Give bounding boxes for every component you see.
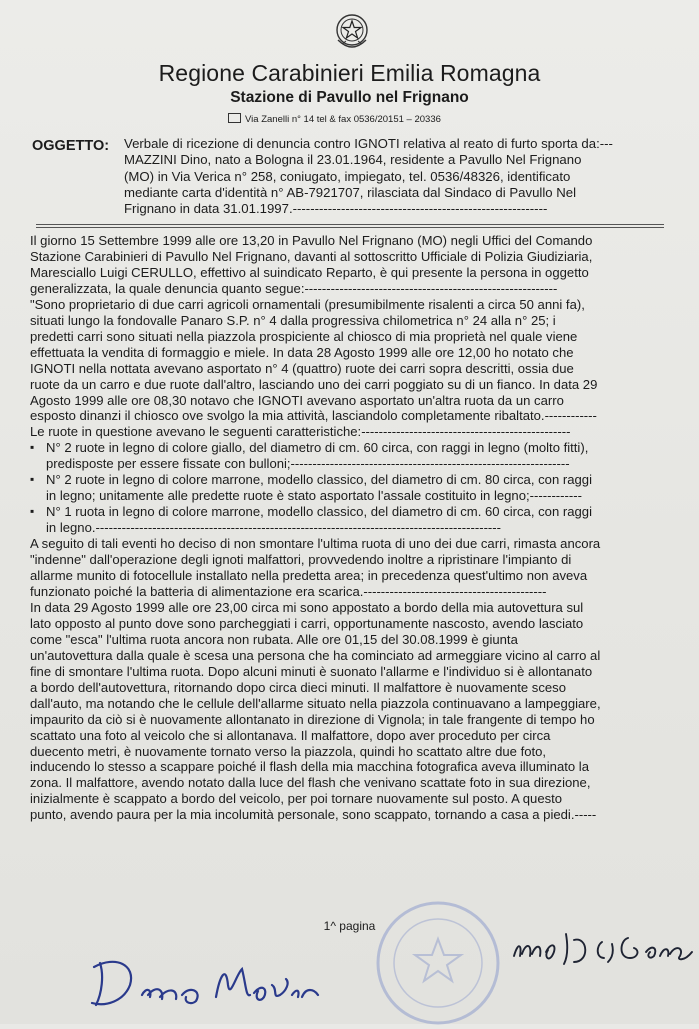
body-line: a bordo dell'autovettura, ritornando dopo circa dieci minuti. Il malfattore è nuovamente sceso <box>30 679 567 695</box>
signature-right <box>508 922 698 972</box>
subject-text <box>124 136 664 217</box>
bullet-item-continuation: in legno; unitamente alle predette ruote è stato asportato l'assale costituito in legno;------------ <box>46 488 582 504</box>
body-line: effettuata la vendita di formaggio e miele. In data 28 Agosto 1999 alle ore 12,00 ho notato che <box>30 344 574 360</box>
body-line: duecento metri, è nuovamente tornato verso la piazzola, quindi ho scattato altre due foto, <box>30 743 547 759</box>
header-title: Regione Carabinieri Emilia Romagna <box>158 60 541 86</box>
body-line: "Sono proprietario di due carri agricoli ornamentali (presumibilmente risalenti a circa 50 anni fa), <box>30 296 585 312</box>
body-line: punto, avendo paura per la mia incolumità personale, sono scappato, tornando a casa a piedi.----- <box>30 807 597 823</box>
body-line: funzionato poiché la batteria di alimentazione era scarica.------------------------------------------ <box>30 583 547 599</box>
header-station: Stazione di Pavullo nel Frignano <box>230 89 469 106</box>
body-line: Agosto 1999 alle ore 08,30 notavo che IGNOTI avevano asportato un'altra ruota da un carro <box>30 392 564 408</box>
body-line: un'autovettura dalla quale è scesa una persona che ha cominciato ad armeggiare vicino al carro al <box>30 647 601 663</box>
body-line: predetti carri sono situati nella piazzola prospiciente al chiosco di mia proprietà nel quale viene <box>30 328 578 344</box>
body-line: Maresciallo Luigi CERULLO, effettivo al suindicato Reparto, è qui presente la persona in oggetto <box>30 264 589 280</box>
header-contact-text: Via Zanelli n° 14 tel & fax 0536/20151 – 20336 <box>245 114 441 125</box>
bullet-item: ▪ N° 1 ruota in legno di colore marrone, modello classico, del diametro di cm. 60 circa, con raggi <box>30 504 670 520</box>
body-line: zona. Il malfattore, avendo notato dalla luce del flash che venivano scattate foto in sua direzione, <box>30 775 591 791</box>
bullet-item: ▪ N° 2 ruote in legno di colore marrone, modello classico, del diametro di cm. 80 circa, con raggi <box>30 472 670 488</box>
body-line: lato opposto al punto dove sono parcheggiati i carri, opportunamente nascosto, avendo lasciato <box>30 615 584 631</box>
body-line: inizialmente è scappato a bordo del veicolo, per poi tornare nuovamente sul posto. A questo <box>30 791 563 807</box>
bullet-item: ▪ N° 2 ruote in legno di colore giallo, del diametro di cm. 60 circa, con raggi in legno (molto fitti), <box>30 440 670 456</box>
subject-line: (MO) in Via Verica n° 258, coniugato, impiegato, tel. 0536/48326, identificato <box>124 168 571 184</box>
body-line: Stazione Carabinieri di Pavullo Nel Frignano, davanti al sottoscritto Ufficiale di Polizia Giudiziaria, <box>30 248 593 264</box>
body-line: ruote da un carro e due ruote dall'altro, lasciando uno dei carri poggiato su di un fianco. In data 29 <box>30 376 598 392</box>
subject-label: OGGETTO: <box>32 138 110 154</box>
official-stamp <box>372 897 504 1029</box>
subject-line: MAZZINI Dino, nato a Bologna il 23.01.1964, residente a Pavullo Nel Frignano <box>124 152 582 168</box>
body-line: IGNOTI nella nottata avevano asportato n° 4 (quattro) ruote dei carri sopra descritti, ossia due <box>30 360 574 376</box>
body-line: inducendo lo stesso a scappare poiché il flash della mia macchina fotografica aveva illuminato la <box>30 759 589 775</box>
envelope-icon <box>228 113 241 123</box>
body-line: scattato una foto al veicolo che si allontanava. Il malfattore, dopo aver proceduto per circa <box>30 727 551 743</box>
subject-line: mediante carta d'identità n° AB-7921707, rilasciata dal Sindaco di Pavullo Nel <box>124 184 577 200</box>
body-line: In data 29 Agosto 1999 alle ore 23,00 circa mi sono appostato a bordo della mia autovettura sul <box>30 599 584 615</box>
body-line: Il giorno 15 Settembre 1999 alle ore 13,20 in Pavullo Nel Frignano (MO) negli Uffici del Comando <box>30 233 593 248</box>
subject-line: Verbale di ricezione di denuncia contro IGNOTI relativa al reato di furto sporta da:--- <box>124 136 613 151</box>
body-line: generalizzata, la quale denuncia quanto segue:---------------------------------------------------------- <box>30 280 558 296</box>
page-number: 1^ pagina <box>323 919 376 933</box>
body-line: come "esca" l'ultima ruota ancora non rubata. Alle ore 01,15 del 30.08.1999 è giunta <box>30 631 518 647</box>
body-line: esposto dinanzi il chiosco ove svolgo la mia attività, lasciandolo completamente ribaltato.------------ <box>30 408 597 424</box>
declaration-body <box>30 233 670 823</box>
body-line: "indenne" dall'operazione degli ignoti malfattori, provvedendo inoltre a ripristinare l'impianto di <box>30 552 572 568</box>
body-line: A seguito di tali eventi ho deciso di non smontare l'ultima ruota di uno dei due carri, rimasta ancora <box>30 536 601 552</box>
signature-left <box>86 945 326 1015</box>
separator-line <box>36 224 664 228</box>
body-line: allarme munito di fotocellule installato nella predetta area; in precedenza quest'ultimo non aveva <box>30 568 588 584</box>
body-line: Le ruote in questione avevano le seguenti caratteristiche:------------------------------------------------ <box>30 424 571 440</box>
body-line: situati lungo la fondovalle Panaro S.P. n° 4 dalla progressiva chilometrica n° 24 alla n° 25; i <box>30 312 556 328</box>
body-line: fine di smontare l'ultima ruota. Dopo alcuni minuti è suonato l'allarme e l'individuo si è allontanato <box>30 663 593 679</box>
body-line: dall'auto, ma notando che le cellule dell'allarme situato nella piazzola continuavano a lampeggiare, <box>30 695 601 711</box>
italian-emblem-icon <box>333 10 371 54</box>
header-contact <box>228 113 441 125</box>
body-line: impaurito da ciò si è nuovamente allontanato in direzione di Vignola; in tale frangente di tempo ho <box>30 711 595 727</box>
bullet-item-continuation: in legno.--------------------------------------------------------------------------------------------- <box>46 520 502 536</box>
subject-line: Frignano in data 31.01.1997.---------------------------------------------------------- <box>124 201 548 217</box>
bullet-item-continuation: predisposte per essere fissate con bulloni;---------------------------------------------------------------- <box>46 456 570 472</box>
